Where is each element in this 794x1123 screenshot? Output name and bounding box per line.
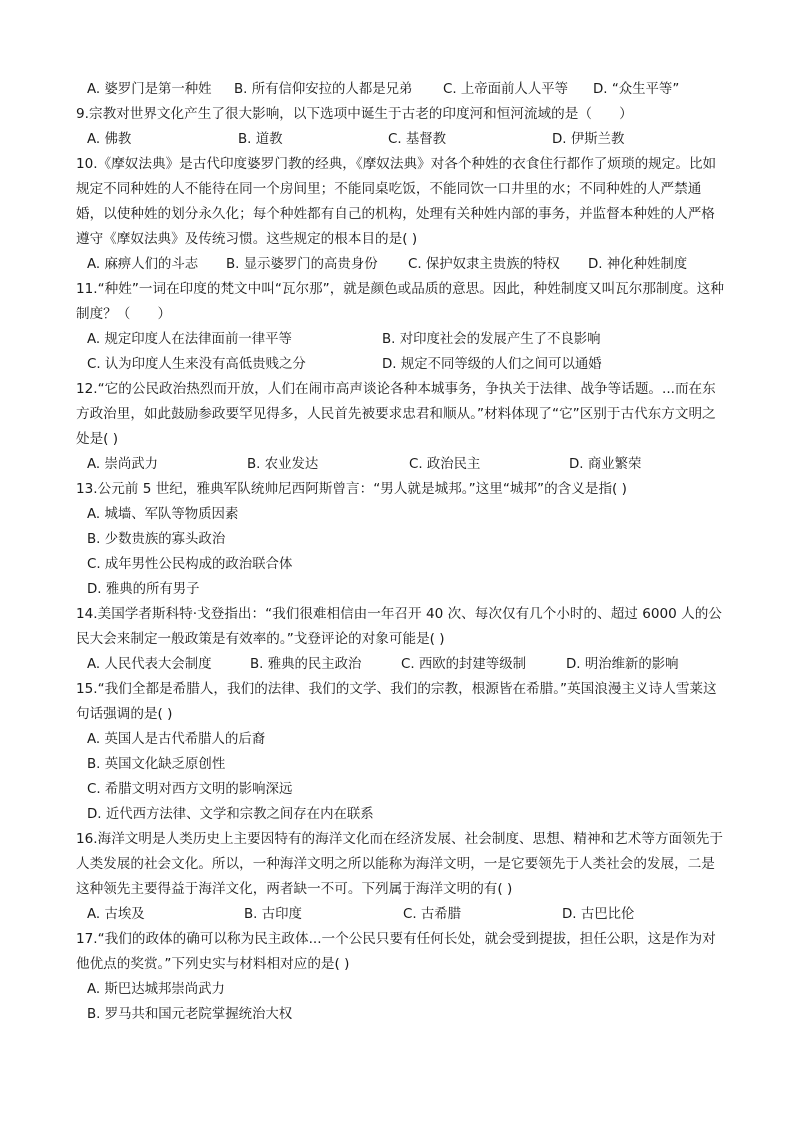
- option-c: C. 认为印度人生来没有高低贵贱之分: [87, 357, 306, 372]
- question-16: [76, 827, 726, 927]
- question-stem: 12.“它的公民政治热烈而开放，人们在闹市高声谈论各种本城事务，争执关于法律、战争等话题。...而在东方政治里，如此鼓励参政要罕见得多，人民首先被要求忠君和顺从。”材料体现了“它”区别于古代东方文明之处是( ): [76, 381, 716, 447]
- option-a: A. 城墙、军队等物质因素: [87, 507, 239, 522]
- options-row: [76, 902, 726, 927]
- option-c: C. 古希腊: [403, 907, 462, 922]
- question-13: [76, 477, 726, 602]
- question-12: [76, 377, 726, 477]
- option-d: D. 雅典的所有男子: [87, 582, 200, 597]
- question-stem: 9.宗教对世界文化产生了很大影响，以下选项中诞生于古老的印度河和恒河流域的是（ ）: [76, 106, 633, 122]
- option-b: B. 古印度: [244, 907, 302, 922]
- question-17: [76, 927, 726, 1027]
- option-d: D. 规定不同等级的人们之间可以通婚: [382, 357, 602, 372]
- question-stem: 10.《摩奴法典》是古代印度婆罗门教的经典，《摩奴法典》对各个种姓的衣食住行都作了烦琐的规定。比如规定不同种姓的人不能待在同一个房间里；不能同桌吃饭，不能同饮一口井里的水；不同种姓的人严禁通婚，以使种姓的划分永久化；每个种姓都有自己的机构，处理有关种姓内部的事务，并监督本种姓的人严格遵守《摩奴法典》及传统习惯。这些规定的根本目的是( ): [76, 156, 717, 247]
- option-b: B. 道教: [238, 132, 283, 147]
- option-d: D. 神化种姓制度: [588, 257, 688, 272]
- option-d: D. 伊斯兰教: [552, 132, 625, 147]
- question-stem: 11.“种姓”一词在印度的梵文中叫“瓦尔那”，就是颜色或品质的意思。因此，种姓制度又叫瓦尔那制度。这种制度？（ ）: [76, 281, 724, 322]
- options-row: [76, 252, 726, 277]
- option-c: C. 政治民主: [409, 457, 481, 472]
- option-a: A. 婆罗门是第一种姓: [87, 82, 212, 97]
- option-a: A. 斯巴达城邦崇尚武力: [87, 982, 225, 997]
- options-row: [76, 77, 726, 102]
- option-d: D. 古巴比伦: [562, 907, 635, 922]
- option-b: B. 显示婆罗门的高贵身份: [226, 257, 378, 272]
- option-b: B. 罗马共和国元老院掌握统治大权: [87, 1007, 293, 1022]
- option-a: A. 崇尚武力: [87, 457, 158, 472]
- question-14: [76, 602, 726, 677]
- option-a: A. 古埃及: [87, 907, 145, 922]
- option-a: A. 人民代表大会制度: [87, 657, 212, 672]
- question-9: [76, 102, 726, 152]
- question-15: [76, 677, 726, 827]
- question-8: [76, 77, 726, 102]
- option-c: C. 成年男性公民构成的政治联合体: [87, 557, 293, 572]
- option-d: D. 商业繁荣: [569, 457, 642, 472]
- option-c: C. 希腊文明对西方文明的影响深远: [87, 782, 293, 797]
- question-stem: 14.美国学者斯科特·戈登指出：“我们很难相信由一年召开 40 次、每次仅有几个小时的、超过 6000 人的公民大会来制定一般政策是有效率的。”戈登评论的对象可能是( ): [76, 606, 722, 647]
- exam-page: [76, 77, 726, 1027]
- question-10: [76, 152, 726, 277]
- question-stem: 16.海洋文明是人类历史上主要因特有的海洋文化而在经济发展、社会制度、思想、精神和艺术等方面领先于人类发展的社会文化。所以，一种海洋文明之所以能称为海洋文明，一是它要领先于人类社会的发展，二是这种领先主要得益于海洋文化，两者缺一不可。下列属于海洋文明的有( ): [76, 831, 723, 897]
- option-a: A. 麻痹人们的斗志: [87, 257, 199, 272]
- option-d: D. 近代西方法律、文学和宗教之间存在内在联系: [87, 807, 374, 822]
- option-b: B. 少数贵族的寡头政治: [87, 532, 226, 547]
- options-row: [76, 127, 726, 152]
- question-stem: 15.“我们全都是希腊人，我们的法律、我们的文学、我们的宗教，根源皆在希腊。”英国浪漫主义诗人雪莱这句话强调的是( ): [76, 681, 717, 722]
- options-row: [76, 652, 726, 677]
- option-b: B. 英国文化缺乏原创性: [87, 757, 226, 772]
- options-row: [76, 352, 726, 377]
- option-c: C. 基督教: [388, 132, 447, 147]
- option-a: A. 英国人是古代希腊人的后裔: [87, 732, 266, 747]
- option-c: C. 上帝面前人人平等: [443, 82, 568, 97]
- option-c: C. 西欧的封建等级制: [401, 657, 526, 672]
- option-c: C. 保护奴隶主贵族的特权: [408, 257, 560, 272]
- option-b: B. 对印度社会的发展产生了不良影响: [382, 332, 601, 347]
- option-a: A. 佛教: [87, 132, 132, 147]
- option-a: A. 规定印度人在法律面前一律平等: [87, 332, 292, 347]
- question-stem: 13.公元前 5 世纪，雅典军队统帅尼西阿斯曾言：“男人就是城邦。”这里“城邦”的含义是指( ): [76, 481, 627, 497]
- option-d: D. 明治维新的影响: [566, 657, 679, 672]
- options-row: [76, 327, 726, 352]
- question-11: [76, 277, 726, 377]
- option-d: D. “众生平等”: [593, 82, 680, 97]
- option-b: B. 农业发达: [247, 457, 319, 472]
- options-row: [76, 452, 726, 477]
- question-stem: 17.“我们的政体的确可以称为民主政体...一个公民只要有任何长处，就会受到提拔，担任公职，这是作为对他优点的奖赏。”下列史实与材料相对应的是( ): [76, 931, 716, 972]
- option-b: B. 雅典的民主政治: [250, 657, 362, 672]
- option-b: B. 所有信仰安拉的人都是兄弟: [234, 82, 413, 97]
